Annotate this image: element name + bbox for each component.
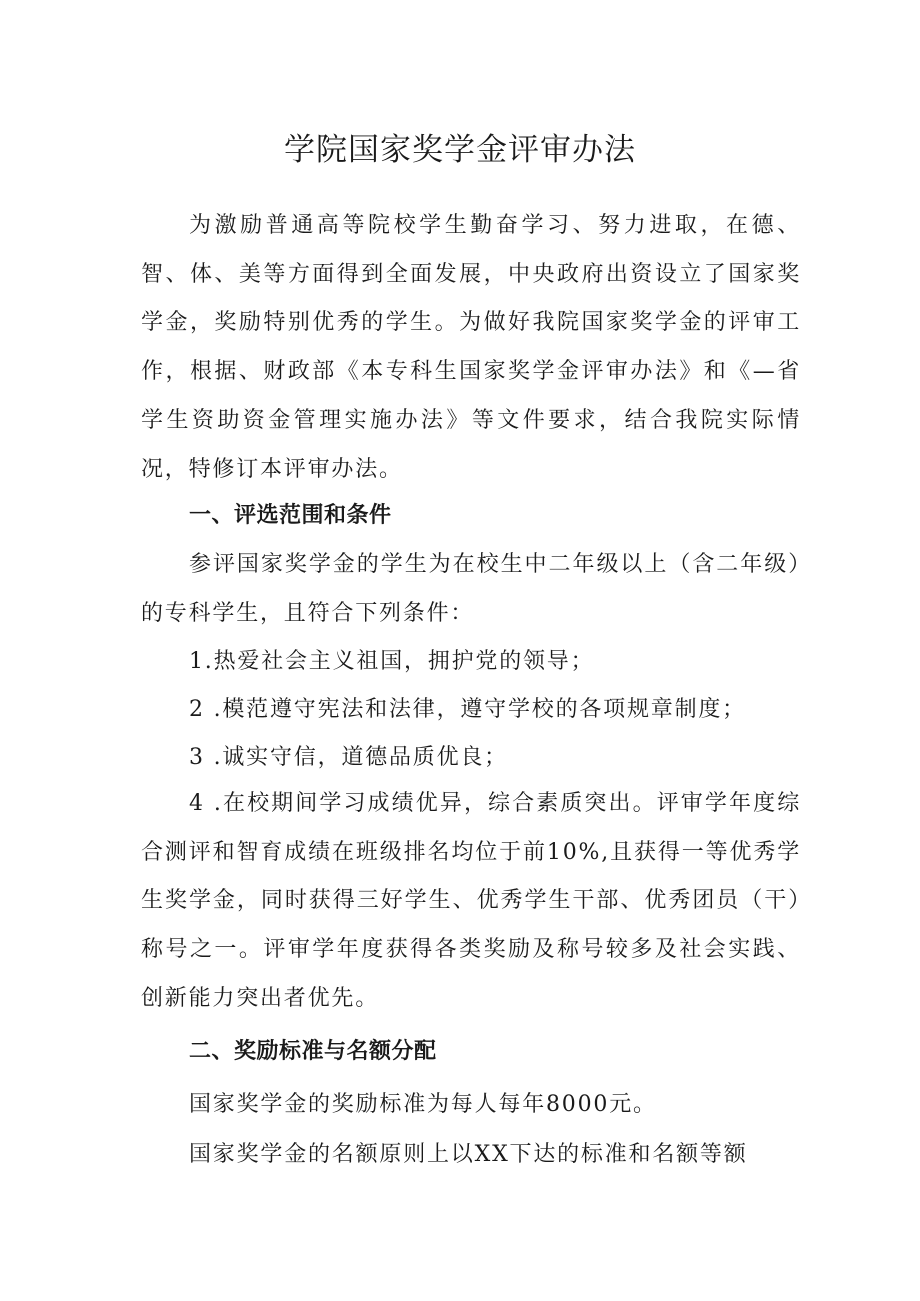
- condition-item-4: 4 .在校期间学习成绩优异，综合素质突出。评审学年度综合测评和智育成绩在班级排名均位于前10%,且获得一等优秀学生奖学金，同时获得三好学生、优秀学生干部、优秀团员（干）称号之一。评审学年度获得各类奖励及称号较多及社会实践、创新能力突出者优先。: [141, 791, 801, 1011]
- condition-item-3: 3 .诚实守信，道德品质优良；: [189, 745, 508, 770]
- section-1-lead-paragraph: 参评国家奖学金的学生为在校生中二年级以上（含二年级）的专科学生，且符合下列条件：: [141, 552, 801, 626]
- section-1-heading: 一、评选范围和条件: [189, 503, 392, 528]
- quota-paragraph: 国家奖学金的名额原则上以XX下达的标准和名额等额: [189, 1142, 748, 1167]
- condition-item-2: 2 .模范遵守宪法和法律，遵守学校的各项规章制度；: [189, 697, 746, 722]
- intro-paragraph: 为激励普通高等院校学生勤奋学习、努力进取，在德、智、体、美等方面得到全面发展，中央政府出资设立了国家奖学金，奖励特别优秀的学生。为做好我院国家奖学金的评审工作，根据、财政部《本专科生国家奖学金评审办法》和《—省学生资助资金管理实施办法》等文件要求，结合我院实际情况，特修订本评审办法。: [141, 213, 801, 482]
- section-2-heading: 二、奖励标准与名额分配: [189, 1039, 437, 1064]
- award-standard-paragraph: 国家奖学金的奖励标准为每人每年8000元。: [189, 1092, 657, 1117]
- document-title: 学院国家奖学金评审办法: [284, 132, 636, 168]
- condition-item-1: 1.热爱社会主义祖国，拥护党的领导；: [189, 649, 595, 674]
